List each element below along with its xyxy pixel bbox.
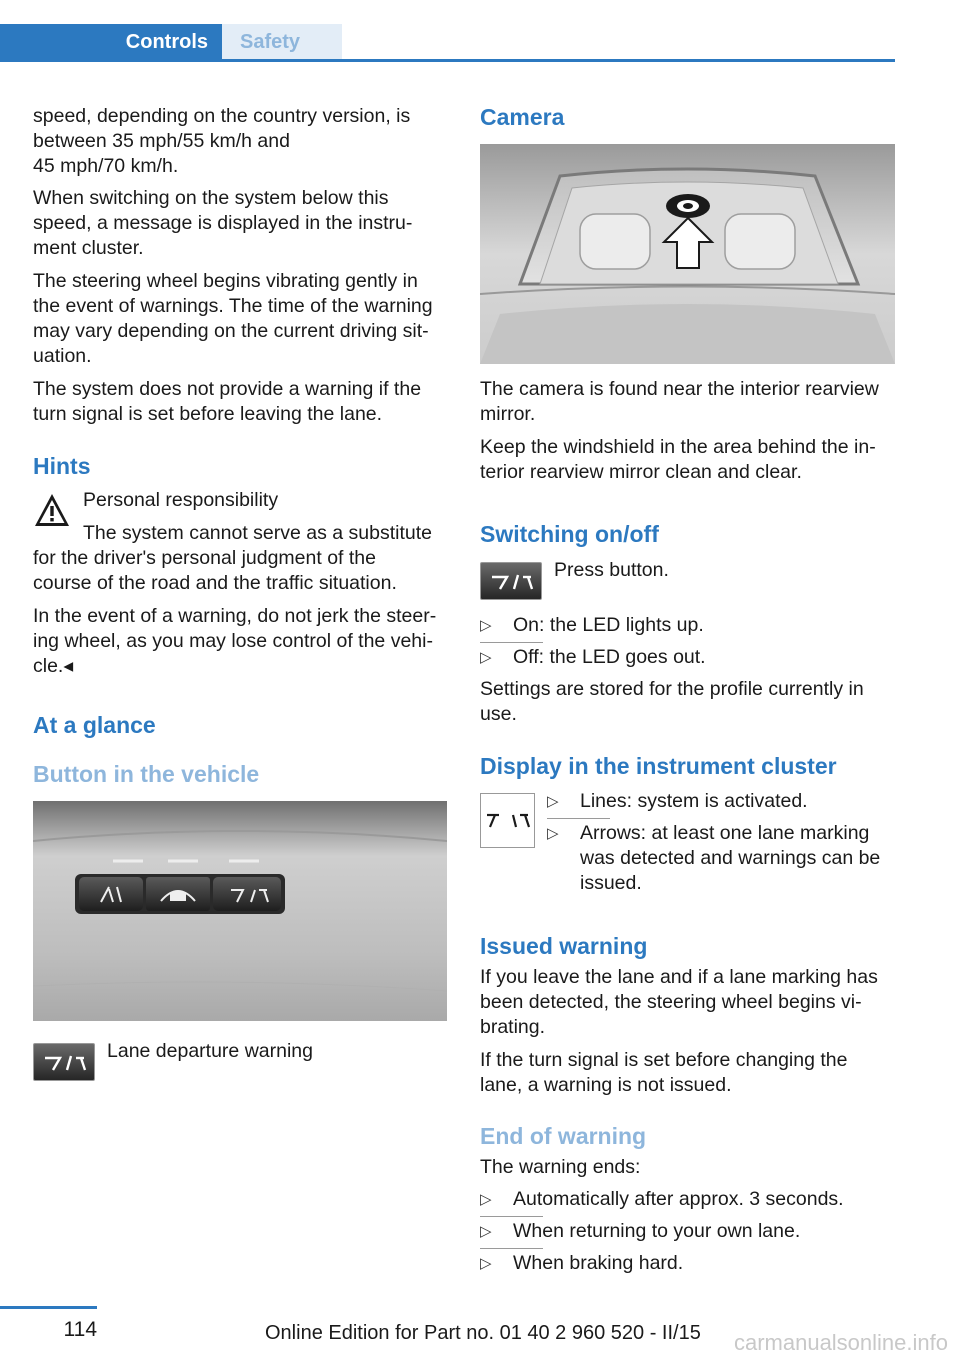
warning-title: Personal responsibility (83, 489, 279, 511)
switch-caption: Press button. (554, 559, 669, 581)
camera-paragraph-1: The camera is found near the interior rearview mirror. (480, 378, 879, 425)
list-item: ▷ When braking hard. (480, 1252, 684, 1274)
warning-line-2: for the driver's personal judgment of the (33, 547, 376, 569)
switch-paragraph: Settings are stored for the profile currently in use. (480, 678, 864, 725)
lane-departure-button-icon (480, 562, 542, 600)
watermark: carmanualsonline.info (733, 1330, 948, 1355)
bullet-arrow-icon: ▷ (480, 1223, 492, 1240)
warning-triangle-icon (33, 492, 71, 528)
warning-paragraph-2: In the event of a warning, do not jerk the steer- ing wheel, as you may lose control of the vehi- cle.◂ (33, 605, 437, 677)
list-divider (480, 1248, 543, 1249)
list-item: ▷ Off: the LED goes out. (480, 646, 706, 668)
lane-lines-display-icon (480, 793, 535, 848)
list-item: ▷ When returning to your own lane. (480, 1220, 801, 1242)
edition-note: Online Edition for Part no. 01 40 2 960 520 - II/15 (265, 1322, 701, 1344)
heading-at-a-glance: At a glance (33, 712, 156, 738)
heading-display: Display in the instrument cluster (480, 753, 837, 779)
paragraph-below-speed: When switching on the system below this speed, a message is displayed in the instru- ment cluster. (33, 187, 413, 259)
list-divider (480, 1216, 543, 1217)
bullet-arrow-icon: ▷ (547, 825, 559, 842)
end-intro: The warning ends: (480, 1156, 641, 1178)
heading-issued-warning: Issued warning (480, 933, 648, 959)
list-divider (547, 818, 610, 819)
issued-paragraph-1: If you leave the lane and if a lane marking has been detected, the steering wheel begins vi- brating. (480, 966, 878, 1038)
paragraph-speed: speed, depending on the country version, is between 35 mph/55 km/h and 45 mph/70 km/h. (33, 105, 411, 177)
button-panel-photo (33, 801, 447, 1021)
heading-hints: Hints (33, 453, 91, 479)
bullet-arrow-icon: ▷ (480, 617, 492, 634)
heading-button-in-vehicle: Button in the vehicle (33, 761, 260, 787)
issued-paragraph-2: If the turn signal is set before changing the lane, a warning is not issued. (480, 1049, 848, 1096)
warning-line-3: course of the road and the traffic situation. (33, 572, 397, 594)
list-item: ▷ On: the LED lights up. (480, 614, 704, 636)
bullet-arrow-icon: ▷ (480, 1191, 492, 1208)
list-divider (480, 642, 543, 643)
header-rule (0, 59, 895, 62)
list-item: ▷ Arrows: at least one lane marking was detected and warnings can be issued. (547, 822, 881, 894)
bullet-arrow-icon: ▷ (480, 649, 492, 666)
paragraph-turn-signal: The system does not provide a warning if the turn signal is set before leaving the lane. (33, 378, 422, 425)
heading-camera: Camera (480, 104, 565, 130)
page-number: 114 (63, 1318, 97, 1341)
heading-switching: Switching on/off (480, 521, 659, 547)
bullet-arrow-icon: ▷ (547, 793, 559, 810)
footer-rule (0, 1306, 97, 1309)
lane-departure-button-icon (33, 1043, 95, 1081)
heading-end-of-warning: End of warning (480, 1123, 647, 1149)
tab-controls[interactable]: Controls (0, 24, 222, 60)
button-caption: Lane departure warning (107, 1040, 313, 1062)
paragraph-vibration: The steering wheel begins vibrating gently in the event of warnings. The time of the warning may vary depending on the current driving sit- uation. (33, 270, 433, 367)
page-header (0, 0, 895, 62)
camera-paragraph-2: Keep the windshield in the area behind the in- terior rearview mirror clean and clear. (480, 436, 876, 483)
list-item: ▷ Automatically after approx. 3 seconds. (480, 1188, 844, 1210)
warning-line-1: The system cannot serve as a substitute (83, 522, 433, 544)
tab-safety[interactable]: Safety (222, 24, 342, 60)
bullet-arrow-icon: ▷ (480, 1255, 492, 1272)
camera-location-photo (480, 144, 895, 364)
list-item: ▷ Lines: system is activated. (547, 790, 808, 812)
